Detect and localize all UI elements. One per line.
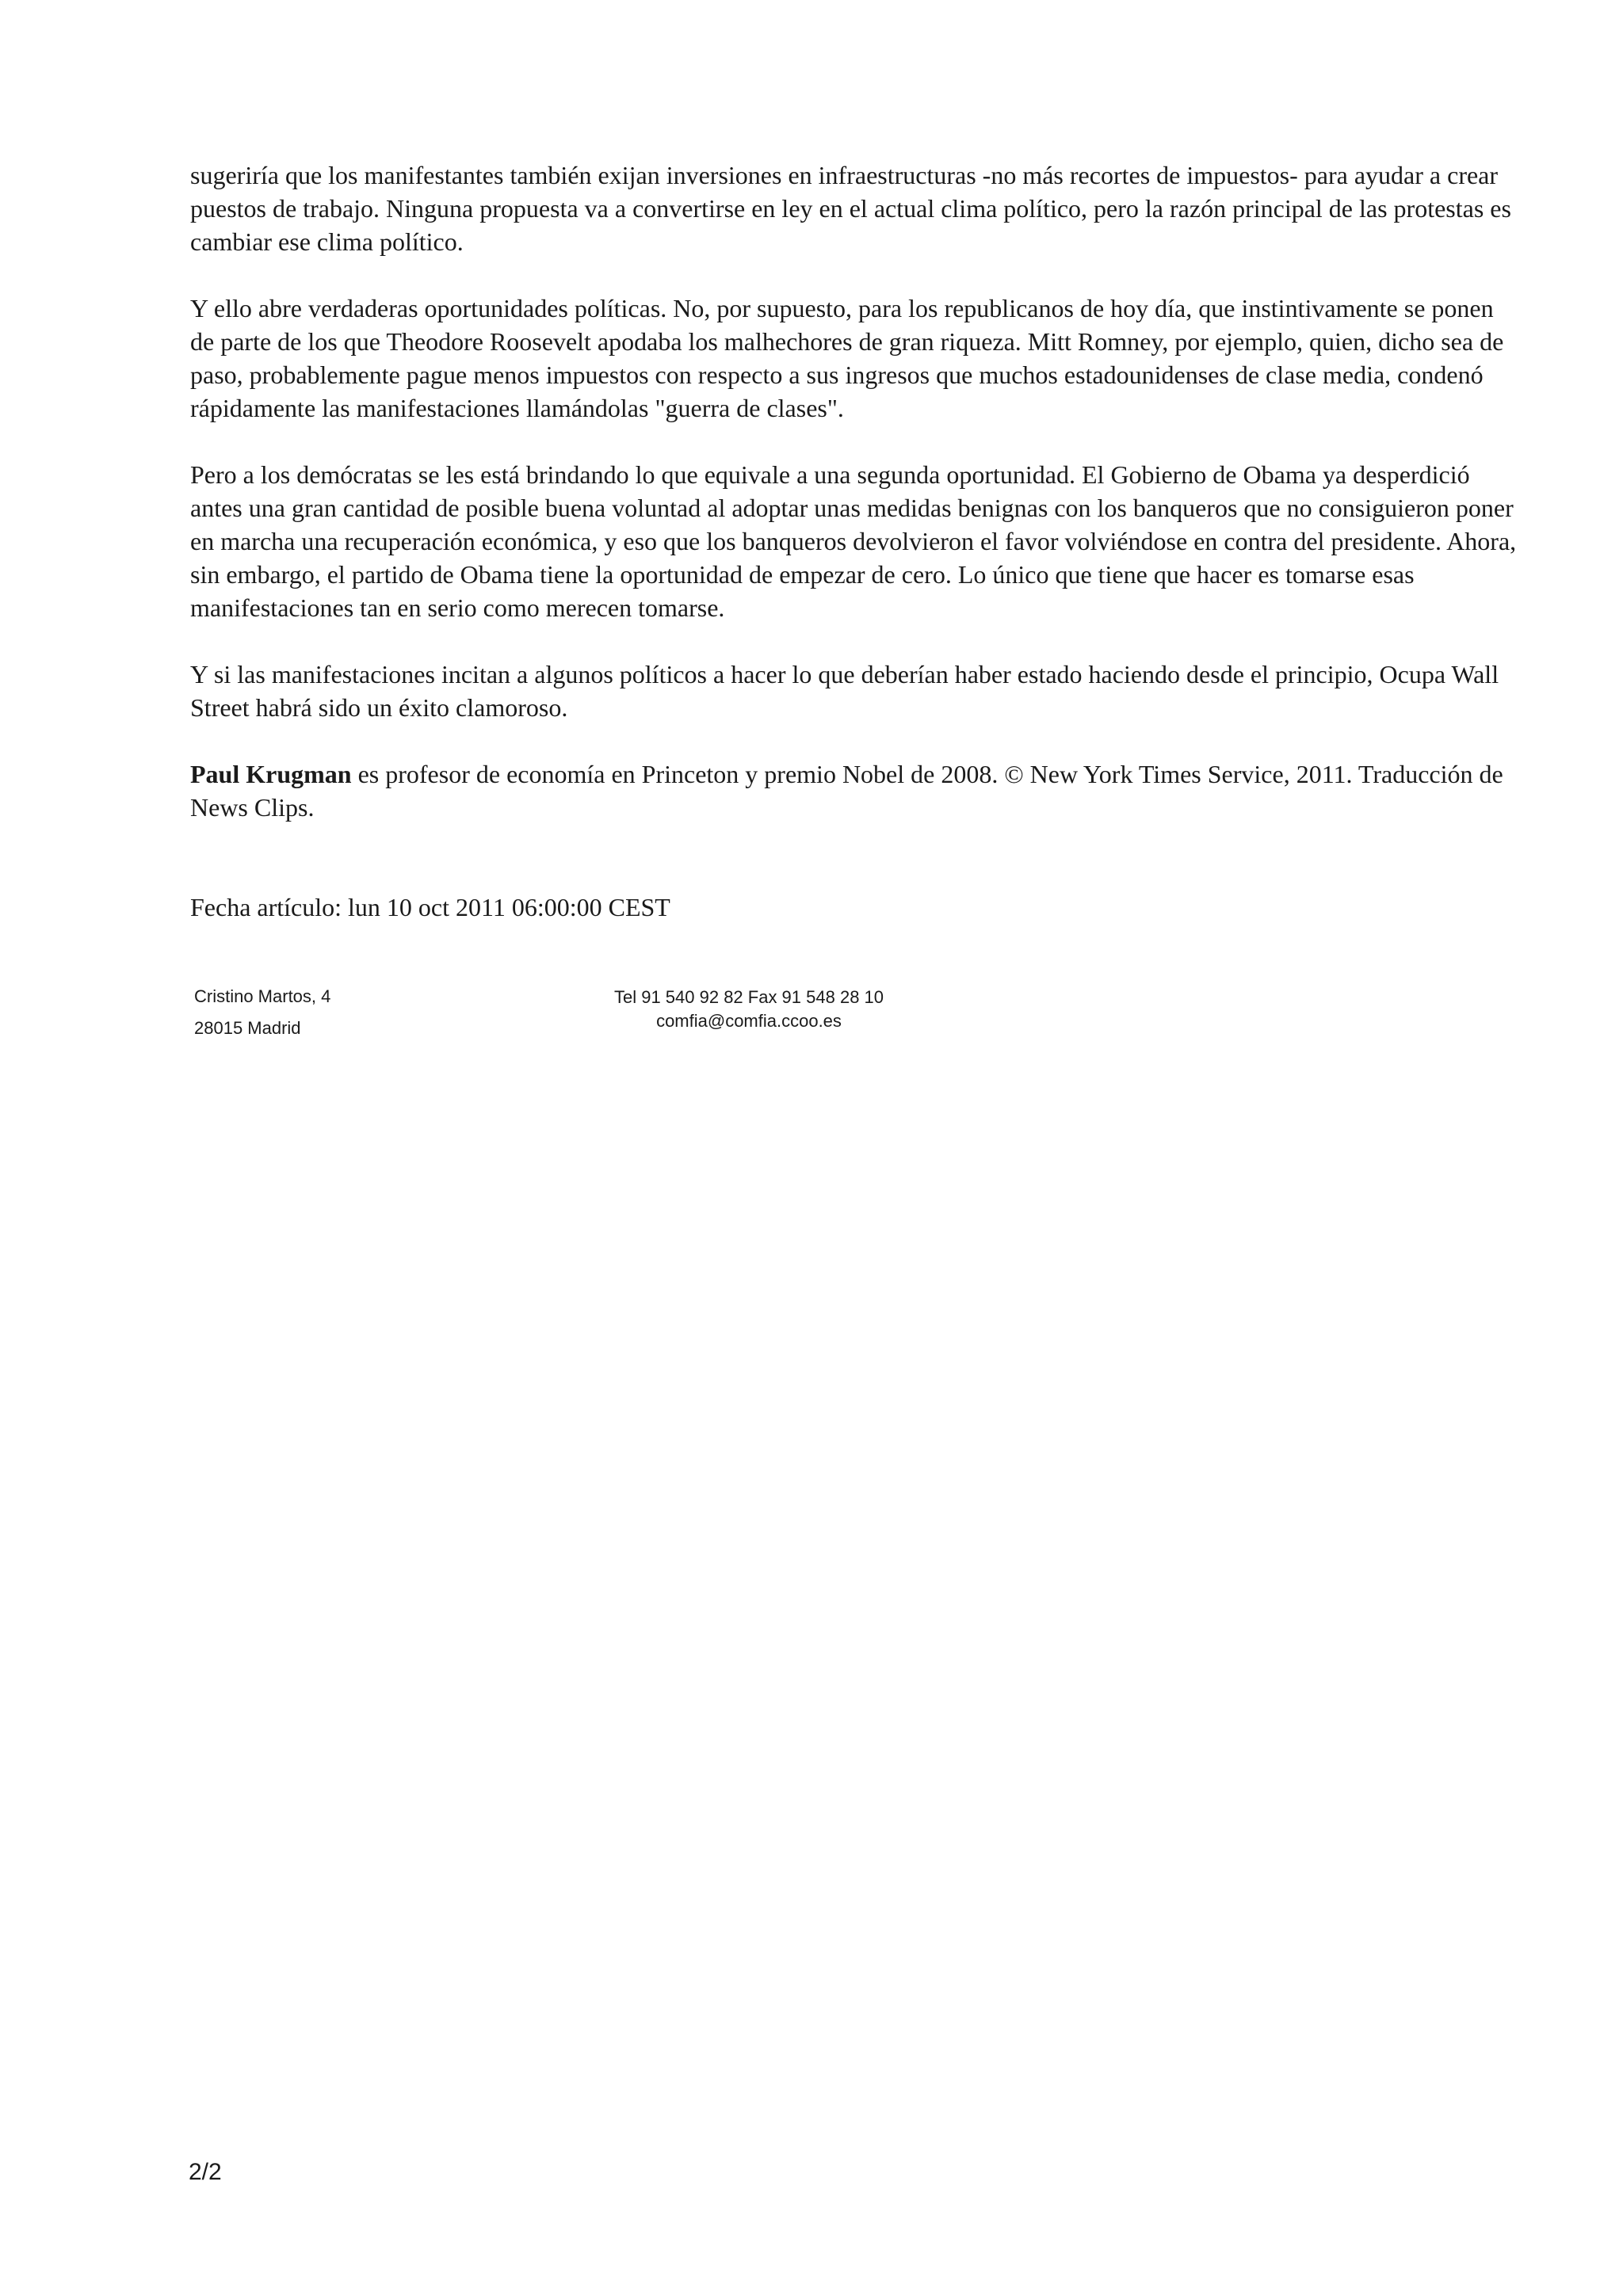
paragraph: Y ello abre verdaderas oportunidades políticas. No, por supuesto, para los republicanos de hoy día, que instintivamente se ponen de parte de los que Theodore Roosevelt apodaba los malhechores de gran riqueza. Mitt Romney, por ejemplo, quien, dicho sea de paso, probablemente pague menos impuestos con respecto a sus ingresos que muchos estadounidenses de clase media, condenó rápidamente las manifestaciones llamándolas "guerra de clases".	[190, 294, 1504, 422]
article-date: Fecha artículo: lun 10 oct 2011 06:00:00 CEST	[190, 893, 670, 921]
footer-address	[194, 981, 330, 1044]
author-bio: es profesor de economía en Princeton y premio Nobel de 2008. © New York Times Service, 2011. Traducción de News Clips.	[190, 760, 1503, 822]
email-address: comfia@comfia.ccoo.es	[656, 1011, 842, 1031]
page-number: 2/2	[189, 2159, 222, 2185]
paragraph: sugeriría que los manifestantes también exijan inversiones en infraestructuras -no más recortes de impuestos- para ayudar a crear puestos de trabajo. Ninguna propuesta va a convertirse en ley en el actual clima político, pero la razón principal de las protestas es cambiar ese clima político.	[190, 161, 1511, 256]
author-credit	[190, 757, 1522, 824]
phone-fax: Tel 91 540 92 82 Fax 91 548 28 10	[613, 987, 884, 1007]
article-body	[190, 158, 1522, 957]
address-city: 28015 Madrid	[194, 1018, 301, 1038]
spacer	[190, 857, 1522, 891]
footer-contact	[590, 986, 907, 1033]
paragraph: Pero a los demócratas se les está brindando lo que equivale a una segunda oportunidad. El Gobierno de Obama ya desperdició antes una gran cantidad de posible buena voluntad al adoptar unas medidas benignas con los banqueros que no consiguieron poner en marcha una recuperación económica, y eso que los banqueros devolvieron el favor volviéndose en contra del presidente. Ahora, sin embargo, el partido de Obama tiene la oportunidad de empezar de cero. Lo único que tiene que hacer es tomarse esas manifestaciones tan en serio como merecen tomarse.	[190, 460, 1517, 622]
paragraph: Y si las manifestaciones incitan a algunos políticos a hacer lo que deberían haber estado haciendo desde el principio, Ocupa Wall Street habrá sido un éxito clamoroso.	[190, 660, 1499, 722]
address-street: Cristino Martos, 4	[194, 986, 331, 1006]
author-name: Paul Krugman	[190, 760, 352, 788]
